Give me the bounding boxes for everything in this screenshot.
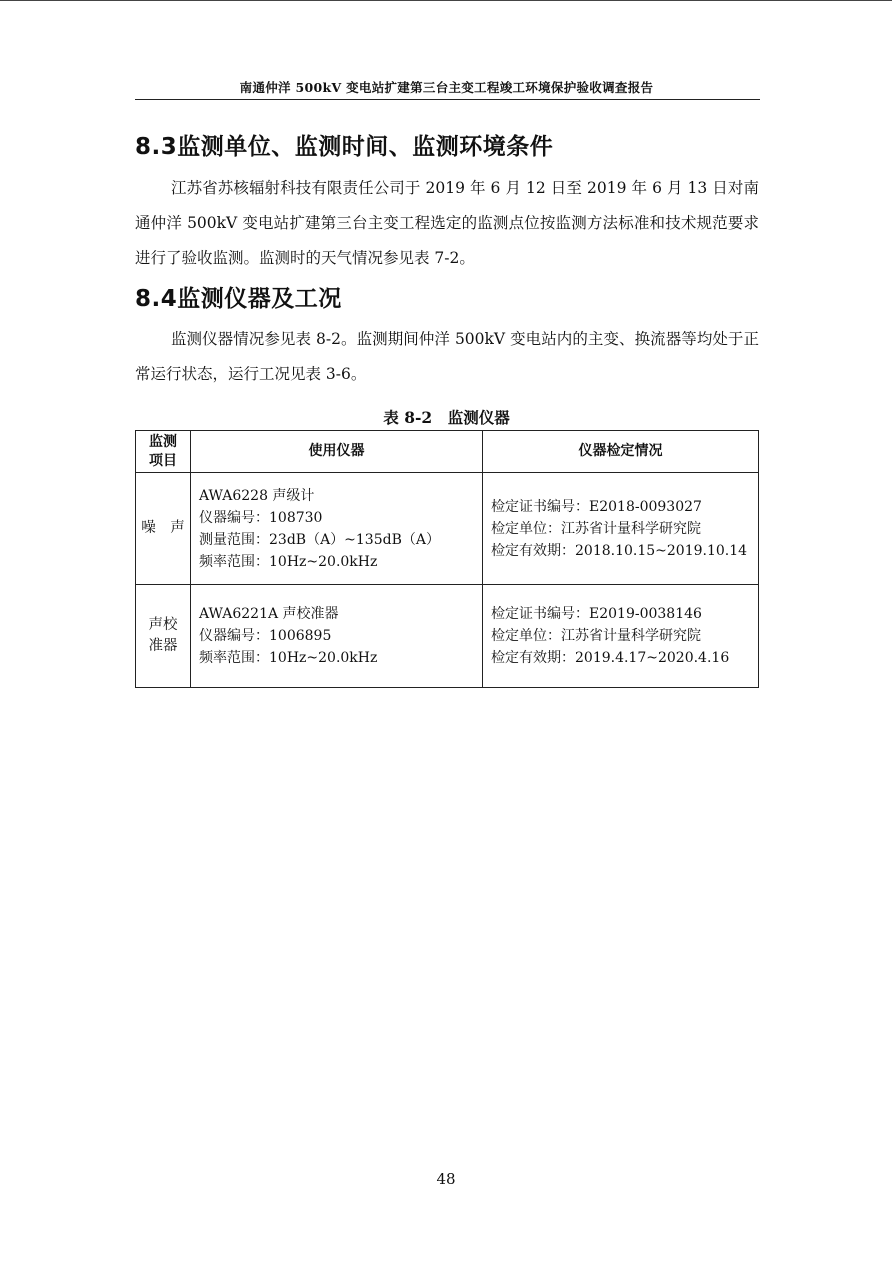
table-row bbox=[136, 585, 759, 688]
row-item-label: 噪 声 bbox=[141, 520, 185, 536]
column-header-item-line1: 监测 bbox=[149, 433, 177, 450]
header-divider bbox=[135, 99, 760, 100]
calibration-certificate: 检定证书编号：E2018-0093027 bbox=[491, 498, 702, 515]
column-header-item-line2: 项目 bbox=[149, 452, 177, 469]
section-heading-8-3: 8.3监测单位、监测时间、监测环境条件 bbox=[135, 134, 554, 160]
row-calibration-cell bbox=[483, 585, 759, 688]
column-header-calibration: 仪器检定情况 bbox=[483, 431, 759, 473]
instrument-serial: 仪器编号：108730 bbox=[199, 509, 323, 526]
row-item-cell bbox=[136, 473, 191, 585]
row-instrument-cell bbox=[191, 473, 483, 585]
instrument-frequency-range: 频率范围：10Hz~20.0kHz bbox=[199, 553, 378, 570]
instrument-model: AWA6228 声级计 bbox=[199, 487, 315, 504]
column-header-item bbox=[136, 431, 191, 473]
running-header: 南通仲洋 500kV 变电站扩建第三台主变工程竣工环境保护验收调查报告 bbox=[239, 80, 654, 95]
section-8-3-paragraph: 江苏省苏核辐射科技有限责任公司于 2019 年 6 月 12 日至 2019 年 6 月 13 日对南通仲洋 500kV 变电站扩建第三台主变工程选定的监测点位按监测方法标准和技术规范要求进行了验收监测。监测时的天气情况参见表 7-2。 bbox=[135, 179, 759, 267]
table-row bbox=[136, 473, 759, 585]
calibration-validity: 检定有效期：2018.10.15~2019.10.14 bbox=[491, 542, 748, 559]
table-header-row bbox=[136, 431, 759, 473]
calibration-unit: 检定单位：江苏省计量科学研究院 bbox=[491, 628, 701, 644]
instrument-measure-range: 测量范围：23dB（A）~135dB（A） bbox=[199, 531, 440, 548]
row-item-cell bbox=[136, 585, 191, 688]
column-header-instrument: 使用仪器 bbox=[191, 431, 483, 473]
row-item-label-line1: 声校 bbox=[148, 617, 178, 633]
instrument-table bbox=[135, 430, 759, 688]
row-item-label-line2: 准器 bbox=[148, 638, 178, 654]
section-heading-8-4: 8.4监测仪器及工况 bbox=[135, 286, 342, 312]
instrument-serial: 仪器编号：1006895 bbox=[199, 628, 332, 644]
calibration-certificate: 检定证书编号：E2019-0038146 bbox=[491, 606, 702, 622]
instrument-frequency-range: 频率范围：10Hz~20.0kHz bbox=[199, 650, 378, 666]
section-8-4-paragraph: 监测仪器情况参见表 8-2。监测期间仲洋 500kV 变电站内的主变、换流器等均处于正常运行状态，运行工况见表 3-6。 bbox=[135, 330, 759, 383]
calibration-validity: 检定有效期：2019.4.17~2020.4.16 bbox=[491, 650, 730, 666]
page-top-border bbox=[0, 0, 892, 1]
row-instrument-cell bbox=[191, 585, 483, 688]
table-caption: 表 8-2 监测仪器 bbox=[383, 408, 510, 427]
instrument-model: AWA6221A 声校准器 bbox=[199, 606, 339, 622]
page-number: 48 bbox=[436, 1170, 456, 1188]
row-calibration-cell bbox=[483, 473, 759, 585]
calibration-unit: 检定单位：江苏省计量科学研究院 bbox=[491, 520, 701, 537]
